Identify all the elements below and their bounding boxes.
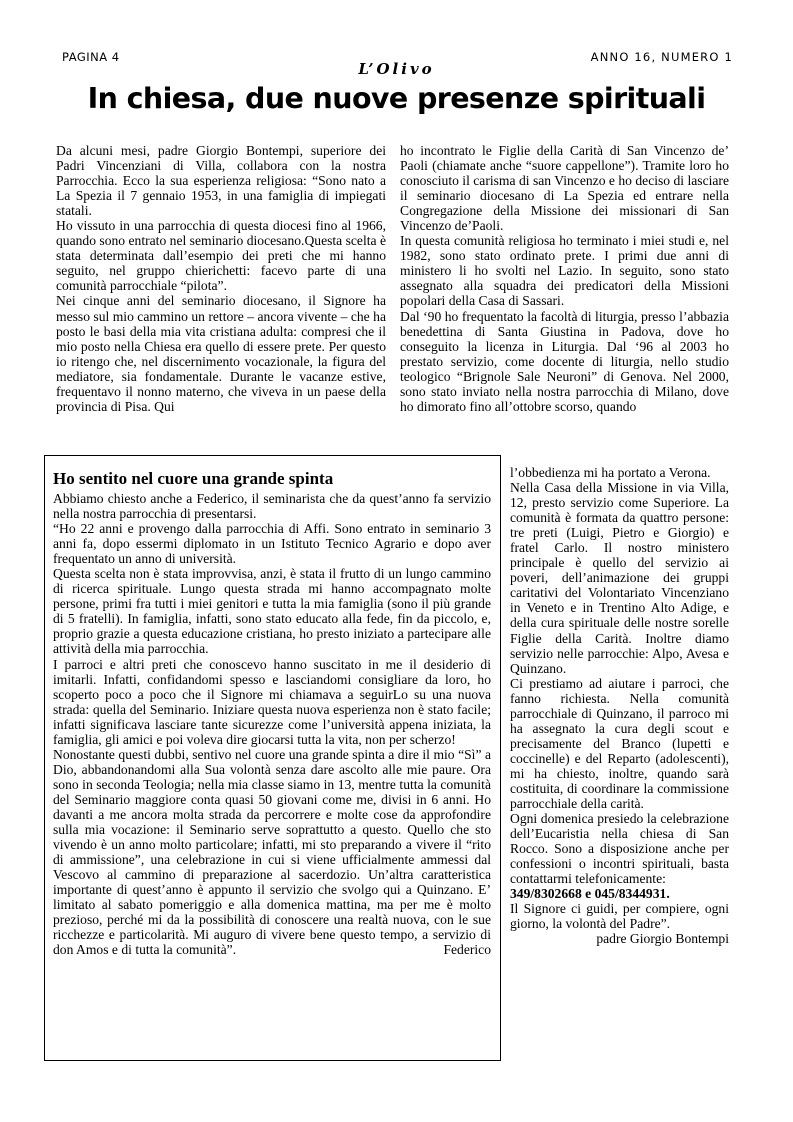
- article-paragraph: ho incontrato le Figlie della Carità di San Vincenzo de’ Paoli (chiamate anche “suore cappellone”). Tramite loro ho conosciuto il carisma di san Vincenzo e ho deciso di lasciare il seminario diocesano di La Spezia ed entrare nella Congregazione della Missione dei missionari di San Vincenzo de’Paoli.: [400, 143, 729, 234]
- sidebar-title: Ho sentito nel cuore una grande spinta: [53, 469, 334, 488]
- article-paragraph: l’obbedienza mi ha portato a Verona.: [510, 465, 711, 480]
- sidebar-signature: Federico: [443, 942, 491, 958]
- article-signature: padre Giorgio Bontempi: [596, 931, 729, 947]
- sidebar-box: [44, 455, 501, 1061]
- article-paragraph: Da alcuni mesi, padre Giorgio Bontempi, superiore dei Padri Vincenziani di Villa, collabora con la nostra Parrocchia. Ecco la sua esperienza religiosa: “Sono nato a La Spezia il 7 gennaio 1953, in una famiglia di impiegati statali.: [56, 143, 386, 219]
- article-paragraph: Nella Casa della Missione in via Villa, 12, presto servizio come Superiore. La comunità è formata da quattro persone: tre preti (Luigi, Pietro e Giorgio) e fratel Carlo. Il nostro ministero principale è quello del servizio ai poveri, dell’animazione dei gruppi caritativi del Volontariato Vincenziano in Veneto e in Trentino Alto Adige, e della cura spirituale delle nostre sorelle Figlie della Carità. Inoltre diamo servizio nelle parrocchie: Alpo, Avesa e Quinzano.: [510, 480, 729, 676]
- article-paragraph: Ogni domenica presiedo la celebrazione dell’Eucaristia nella chiesa di San Rocco. Sono a disposizione anche per confessioni o incontri spirituali, basta contattarmi telefonicamente:: [510, 811, 729, 887]
- sidebar-paragraph: Nonostante questi dubbi, sentivo nel cuore una grande spinta a dire il mio “Sì” a Dio, abbandonandomi alla Sua volontà senza dare ascolto alle mie paure. Ora sono in seconda Teologia; nella mia classe siamo in 13, mentre tutta la comunità del Seminario maggiore conta quasi 50 giovani come me, divisi in 6 anni. Ho davanti a me ancora molta strada da percorrere e molte cose da approfondire sulla mia vocazione: il Seminario serve soprattutto a questo. Quello che sto vivendo è un anno molto particolare; infatti, mi sto preparando a vivere il “rito di ammissione”, una celebrazione in cui si viene ufficialmente ammessi dal Vescovo al cammino di preparazione al sacerdozio. Un’altra caratteristica importante di quest’anno è appunto il servizio che svolgo qui a Quinzano. E’ limitato al sabato pomeriggio e alla domenica mattina, ma per me è molto prezioso, perché mi da la possibilità di conoscere una realtà nuova, con le sue ricchezze e particolarità. Mi auguro di vivere bene questo tempo, a servizio di don Amos e di tutta la comunità”.: [53, 746, 491, 958]
- article-paragraph: Nei cinque anni del seminario diocesano, il Signore ha messo sul mio cammino un rettore – ancora vivente – che ha posto le basi della mia vita cristiana adulta: compresi che il mio posto nella Chiesa era quello di essere prete. Per questo io ritengo che, nel discernimento vocazionale, la figura del mediatore, sia fondamentale. Durante le vacanze estive, frequentavo il nonno materno, che viveva in un paese della provincia di Pisa. Qui: [56, 293, 386, 414]
- issue-label: ANNO 16, NUMERO 1: [590, 50, 733, 64]
- article-paragraph: Ci prestiamo ad aiutare i parroci, che fanno richiesta. Nella comunità parrocchiale di Quinzano, il parroco mi ha assegnato la cura degli scout e precisamente del Branco (lupetti e coccinelle) e del Reparto (adolescenti), mi ha chiesto, inoltre, quando sarà costituita, di coordinare la commissione parrocchiale della carità.: [510, 675, 729, 812]
- article-column-right-top: [400, 143, 729, 463]
- phone-numbers: 349/8302668 e 045/8344931.: [510, 886, 670, 902]
- article-paragraph: Ho vissuto in una parrocchia di questa diocesi fino al 1966, quando sono entrato nel seminario diocesano.Questa scelta è stata determinata dall’esempio dei preti che mi hanno seguito, nel gruppo chierichetti: facevo parte di una comunità parrocchiale “pilota”.: [56, 218, 386, 294]
- newsletter-masthead: L’Olivo: [358, 60, 435, 78]
- article-headline: In chiesa, due nuove presenze spirituali: [87, 82, 706, 115]
- article-column-left: [56, 143, 386, 446]
- article-column-right-bottom: [510, 465, 729, 1040]
- sidebar-paragraph: Questa scelta non è stata improvvisa, anzi, è stata il frutto di un lungo cammino di ricerca spirituale. Lungo questa strada mi hanno accompagnato molte persone, primi fra tutti i miei genitori e tutta la mia famiglia (sono il più grande di 5 fratelli). In famiglia, infatti, sono stato educato alla fede, fin da piccolo, e, proprio grazie a questa educazione cristiana, ho presto iniziato a partecipare alle attività della mia parrocchia.: [53, 566, 491, 657]
- sidebar-paragraph: “Ho 22 anni e provengo dalla parrocchia di Affi. Sono entrato in seminario 3 anni fa, dopo essermi diplomato in un Istituto Tecnico Agrario e dopo aver frequentato un anno di università.: [53, 521, 491, 567]
- sidebar-paragraph: I parroci e altri preti che conoscevo hanno suscitato in me il desiderio di imitarli. Infatti, confidandomi spesso e lasciandomi consigliare da loro, ho scoperto poco a poco che il Signore mi chiamava a seguirLo su una nuova strada: quella del Seminario. Iniziare questa nuova esperienza non è stato facile; infatti significava lasciare tante sicurezze come l’università appena iniziata, la famiglia, gli amici e poi voleva dire giocarsi tutta la vita, non per scherzo!: [53, 656, 491, 747]
- article-paragraph: Dal ‘90 ho frequentato la facoltà di liturgia, presso l’abbazia benedettina di Santa Giustina in Padova, dove ho conseguito la licenza in Liturgia. Dal ‘96 al 2003 ho prestato servizio, come docente di liturgia, nello studio teologico “Brignole Sale Neuroni” di Genova. Nel 2000, sono stato inviato nella nostra parrocchia di Milano, dove ho dimorato fino all’ottobre scorso, quando: [400, 308, 729, 414]
- sidebar-paragraph: Abbiamo chiesto anche a Federico, il seminarista che da quest’anno fa servizio nella nostra parrocchia di presentarsi.: [53, 491, 491, 522]
- article-closing: Il Signore ci guidi, per compiere, ogni giorno, la volontà del Padre”.: [510, 901, 729, 932]
- page-number: PAGINA 4: [62, 50, 120, 64]
- article-paragraph: In questa comunità religiosa ho terminato i miei studi e, nel 1982, sono stato ordinato prete. I primi due anni di ministero li ho svolti nel Lazio. In seguito, sono stato assegnato alla squadra dei predicatori della Missioni popolari della Casa di Sassari.: [400, 233, 729, 309]
